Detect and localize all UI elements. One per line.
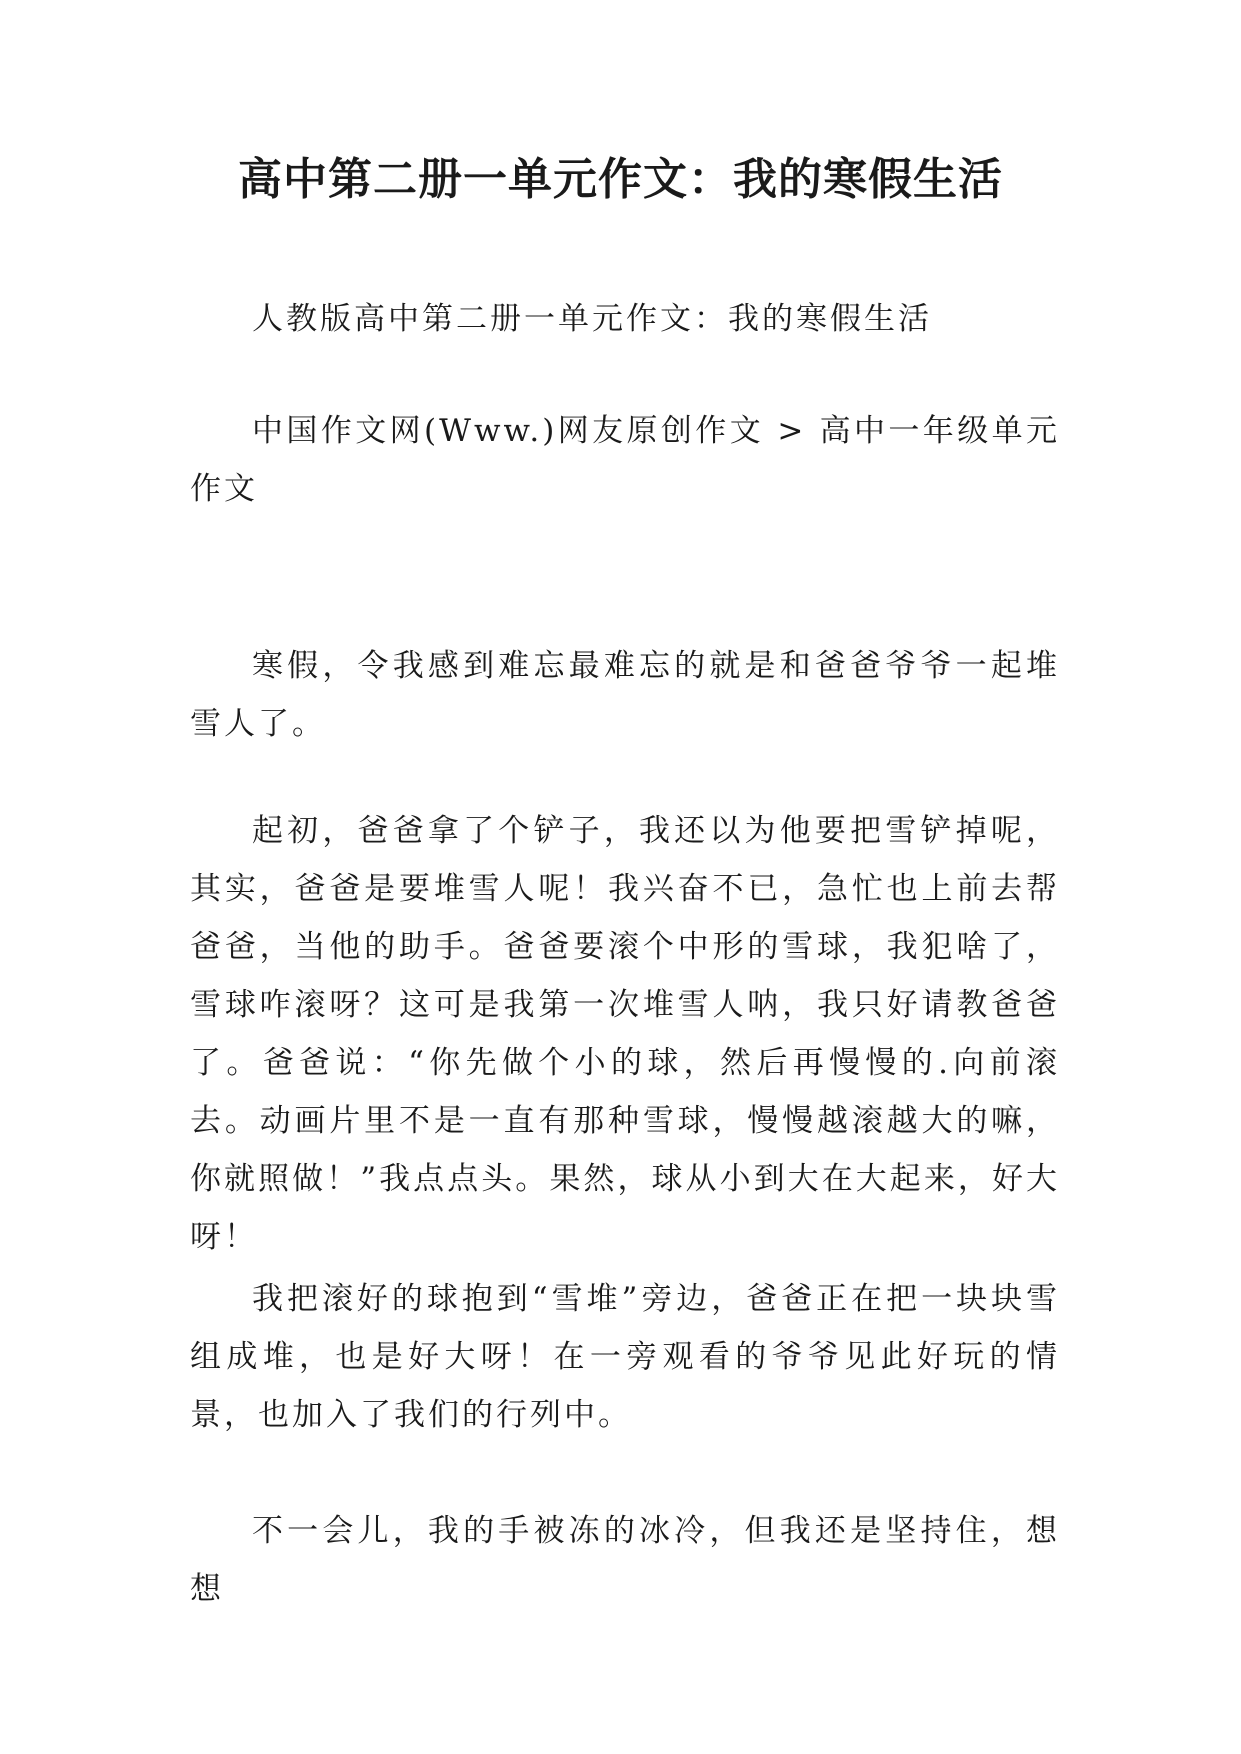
paragraph-2: 起初，爸爸拿了个铲子，我还以为他要把雪铲掉呢，其实，爸爸是要堆雪人呢！我兴奋不已，急忙也上前去帮爸爸，当他的助手。爸爸要滚个中形的雪球，我犯啥了，雪球咋滚呀？这可是我第一次堆雪人呐，我只好请教爸爸了。爸爸说：“你先做个小的球，然后再慢慢的.向前滚去。动画片里不是一直有那种雪球，慢慢越滚越大的嘛，你就照做！”我点点头。果然，球从小到大在大起来，好大呀！ (190, 813, 1060, 1255)
paragraph-4: 不一会儿，我的手被冻的冰冷，但我还是坚持住，想想 (190, 1513, 1060, 1607)
document-title: 高中第二册一单元作文：我的寒假生活 (238, 154, 1003, 205)
document-subtitle: 人教版高中第二册一单元作文：我的寒假生活 (252, 301, 932, 337)
source-line: 中国作文网(Www.)网友原创作文 > 高中一年级单元作文 (190, 413, 1060, 507)
paragraph-1: 寒假，令我感到难忘最难忘的就是和爸爸爷爷一起堆雪人了。 (190, 648, 1060, 742)
paragraph-3: 我把滚好的球抱到“雪堆”旁边，爸爸正在把一块块雪组成堆，也是好大呀！在一旁观看的爷爷见此好玩的情景，也加入了我们的行列中。 (190, 1281, 1060, 1433)
